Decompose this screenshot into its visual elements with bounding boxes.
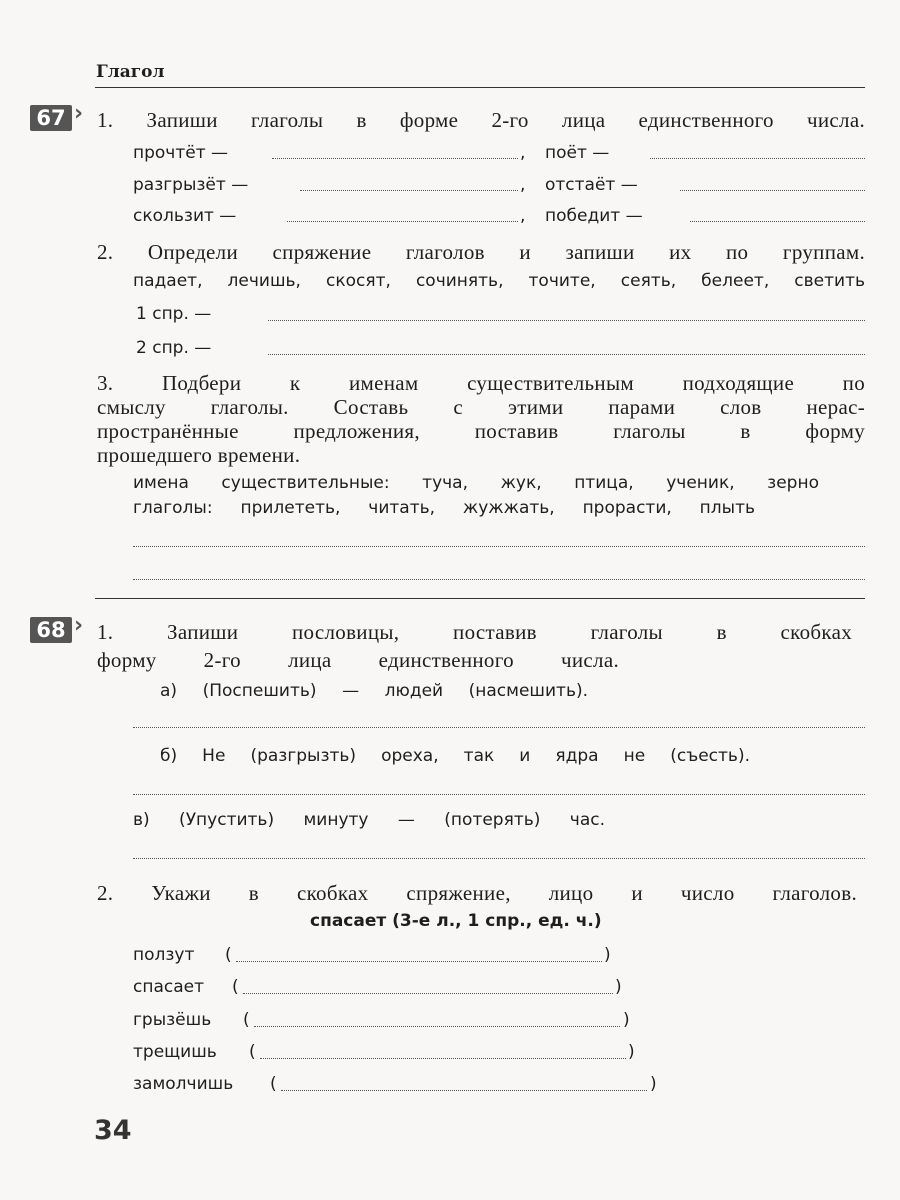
ex67-task2-title: 2. Определи спряжение глаголов и запиши их по группам. — [97, 240, 865, 264]
close-paren: ) — [615, 977, 622, 997]
answer-blank[interactable] — [272, 158, 518, 159]
comma: , — [520, 206, 526, 226]
open-paren: ( — [225, 945, 232, 965]
verbs-line: глаголы: прилететь, читать, жужжать, прорасти, плыть — [133, 498, 755, 518]
ex67-task3-line3: пространённые предложения, поставив глаголы в форму — [97, 419, 865, 443]
answer-blank[interactable] — [133, 794, 865, 795]
answer-blank[interactable] — [680, 190, 865, 191]
answer-blank[interactable] — [260, 1058, 626, 1059]
proverb-a: а) (Поспешить) — людей (насмешить). — [160, 681, 588, 701]
group2-label: 2 спр. — — [136, 338, 212, 358]
answer-blank[interactable] — [243, 993, 613, 994]
verb-row-label: ползут — [133, 945, 195, 965]
close-paren: ) — [604, 945, 611, 965]
open-paren: ( — [243, 1010, 250, 1030]
ex67-task2-words: падает, лечишь, скосят, сочинять, точите, сеять, белеет, светить — [133, 271, 865, 291]
verb-row-label: замолчишь — [133, 1074, 234, 1094]
verb-row-label: спасает — [133, 977, 205, 997]
comma: , — [520, 175, 526, 195]
comma: , — [520, 143, 526, 163]
verb-row-label: трещишь — [133, 1042, 217, 1062]
ex67-task3-line2: смыслу глаголы. Составь с этими парами слов нерас- — [97, 395, 865, 419]
open-paren: ( — [270, 1074, 277, 1094]
answer-blank[interactable] — [133, 727, 865, 728]
section-title: Глагол — [96, 62, 165, 82]
answer-blank[interactable] — [236, 961, 602, 962]
answer-blank[interactable] — [133, 546, 865, 547]
ex67-row2-left: разгрызёт — — [133, 175, 249, 195]
ex67-row3-right: победит — — [545, 206, 643, 226]
answer-blank[interactable] — [690, 221, 865, 222]
page-number: 34 — [94, 1115, 132, 1146]
answer-blank[interactable] — [268, 320, 865, 321]
ex67-row1-left: прочтёт — — [133, 143, 229, 163]
answer-blank[interactable] — [287, 221, 518, 222]
ex67-row3-left: скользит — — [133, 206, 237, 226]
close-paren: ) — [623, 1010, 630, 1030]
example-answer: спасает (3-е л., 1 спр., ед. ч.) — [310, 911, 602, 931]
close-paren: ) — [650, 1074, 657, 1094]
ex67-task3-line1: 3. Подбери к именам существительным подходящие по — [97, 371, 865, 395]
exercise-68-badge: 68 — [30, 617, 72, 643]
verb-row-label: грызёшь — [133, 1010, 212, 1030]
answer-blank[interactable] — [300, 190, 518, 191]
ex67-task1-title: 1. Запиши глаголы в форме 2-го лица единственного числа. — [97, 108, 865, 132]
ex67-row2-right: отстаёт — — [545, 175, 638, 195]
ex68-task1-line1: 1. Запиши пословицы, поставив глаголы в скобках — [97, 620, 852, 644]
ex68-task1-line2: форму 2-го лица единственного числа. — [97, 648, 619, 672]
proverb-c: в) (Упустить) минуту — (потерять) час. — [133, 810, 605, 830]
answer-blank[interactable] — [281, 1090, 647, 1091]
answer-blank[interactable] — [133, 579, 865, 580]
header-rule — [95, 87, 865, 88]
answer-blank[interactable] — [133, 858, 865, 859]
exercise-67-badge: 67 — [30, 105, 72, 131]
ex67-task3-line4: прошедшего времени. — [97, 443, 301, 467]
close-paren: ) — [628, 1042, 635, 1062]
answer-blank[interactable] — [254, 1026, 620, 1027]
exercise-divider — [95, 598, 865, 599]
answer-blank[interactable] — [650, 158, 865, 159]
ex68-task2-title: 2. Укажи в скобках спряжение, лицо и число глаголов. — [97, 881, 857, 905]
ex67-row1-right: поёт — — [545, 143, 610, 163]
open-paren: ( — [249, 1042, 256, 1062]
nouns-line: имена существительные: туча, жук, птица, ученик, зерно — [133, 473, 819, 493]
chevron-icon: › — [74, 613, 84, 638]
answer-blank[interactable] — [268, 354, 865, 355]
open-paren: ( — [232, 977, 239, 997]
proverb-b: б) Не (разгрызть) ореха, так и ядра не (съесть). — [160, 746, 750, 766]
group1-label: 1 спр. — — [136, 304, 212, 324]
chevron-icon: › — [74, 101, 84, 126]
